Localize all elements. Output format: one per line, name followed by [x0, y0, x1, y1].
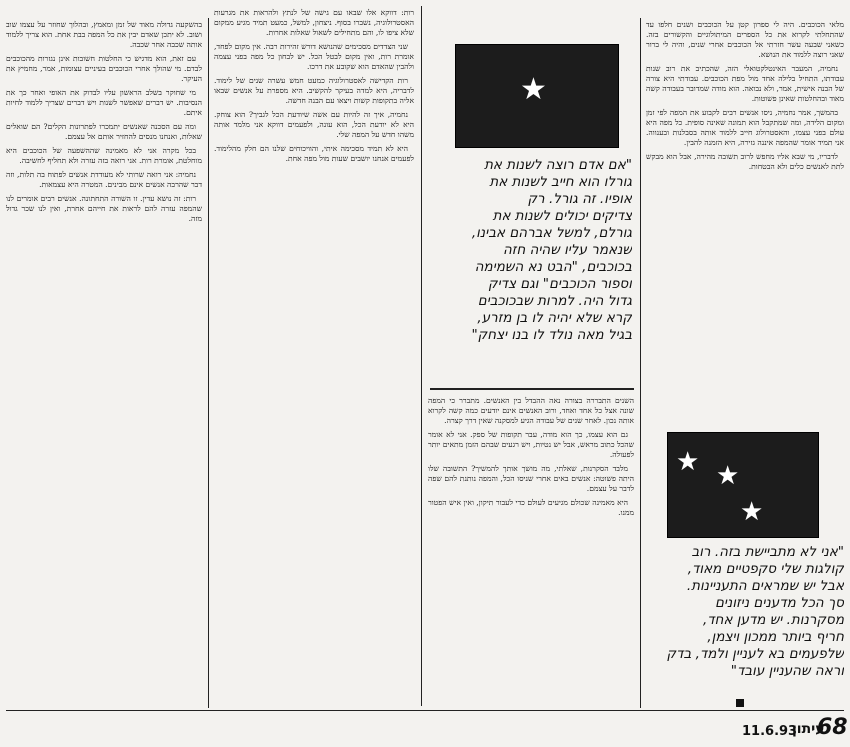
- article-column-2: [428, 396, 634, 702]
- pull-quote-2: [646, 544, 844, 694]
- article-column-3: [214, 8, 414, 668]
- column-divider: [208, 18, 209, 708]
- star-icon: ★: [716, 461, 740, 491]
- star-icon: ★: [740, 497, 764, 527]
- pull-quote-line: שלפעמים בא לעניין ולמד, בדק: [666, 646, 844, 662]
- issue-date: 11.6.93: [742, 724, 798, 739]
- pull-quote-line: "אם אדם רוצה לשנות את: [484, 157, 632, 173]
- paragraph: לדבריו, מי שבא אליו מחפש לרוב תשובה מהירה, אבל הוא מבקש לתת לאנשים כלים ולא הבטחות.: [646, 152, 844, 171]
- pull-quote-line: קרא שלא יהיה לו בן מזרע,: [477, 310, 632, 326]
- paragraph: רות הקדישה לאסטרולוגיה כמעט חמש עשרה שנים של לימוד. לדבריה, היא למדה בעיקר להקשיב. היא מספרת על אנשים שבאו אליה בתקופות קשות ויצאו עם הבנה חדשה.: [214, 76, 414, 105]
- paragraph: מלאי הכוכבים. היה לי ספרון קטן על הכוכבים ושנים חלפו עד שהתחלתי לקרוא את כל הספרים המיתולוגיים והקשורים בזה. כשאני שבעה עשר חזרתי אל הכוכבים אחרי שנים, והיה לי ברור שאני רוצה ללמוד את הנושא.: [646, 20, 844, 59]
- page-number: 68: [817, 715, 848, 740]
- paragraph: נחמיה, המעבר האינטלקטואלי הזה, שהכתיב את רוב שנות עבודתו, התחיל בלילה אחד מול מפת הכוכבים. עבודתי היא צורה של הבנה אישית, אמר, ולא נבואה. הוא מודה שמדובר בעבודה קשה מאוד ובהחלטות שאינן פשוטות.: [646, 64, 844, 103]
- paragraph: בהמשך, אמר נחמיה, ניסו אנשים רבים לקבוע את המפה לפי זמן ומקום הלידה, ומה שמתקבל הוא תמונה שאינה סופית. כל מפה היא עולם בפני עצמו, והאסטרולוג חייב ללמוד אותה בסבלנות ובענווה. אני תמיד אומר שהמפה איננה גזירה, היא הזמנה להבין.: [646, 108, 844, 147]
- paragraph: נחמיה: אני רואה שרותי לא מעודדת אנשים לפתוח בה תלות, וזה דבר שהרבה אנשים אינם מבינים. המטרה היא עצמאות.: [6, 170, 202, 189]
- end-marker-square: [736, 699, 744, 707]
- pull-quote-line: אבל יש שמראים התעניינות.: [686, 578, 844, 594]
- publication-name: עיתון: [792, 721, 825, 737]
- photo-stars-2: [667, 432, 819, 538]
- article-column-4: [6, 20, 202, 700]
- pull-quote-line: גדול היה. למרות שבכוכבים: [477, 293, 632, 309]
- pull-quote-1: [430, 157, 632, 357]
- paragraph: שני הצדדים מסכימים שהנושא דורש זהירות רבה. אין מקום לפחד, אומרת רות, ואין מקום לבטל הכל. יש לבחון כל מפה בפני עצמה ולהבין שהאדם הוא שקובע את דרכו.: [214, 42, 414, 71]
- paragraph: מלבד הסקרנות, שאלתי, מה מושך אותך להמשיך? התשובה שלו היתה פשוטה: אנשים באים אחרי שניסו הכל, והמפה נותנת להם שפה לדבר על עצמם.: [428, 464, 634, 493]
- paragraph: עם זאת, הוא מדגיש כי החלטות חשובות אינן נגזרות מהכוכבים לבדם. מי שהולך אחרי הכוכבים בעיניים עצומות, אמר, מחמיץ את העיקר.: [6, 54, 202, 83]
- pull-quote-line: וספור הכוכבים" וגם צדיק: [488, 276, 632, 292]
- pull-quote-line: וראה שהעניין עובד": [730, 663, 844, 679]
- footer-rule: [6, 710, 844, 711]
- paragraph: השנים התבררה בצורה נאה ההבדל בין האנשים. מתברר כי המפה שונה אצל כל אחד ואחד, ורוב האנשים אינם יודעים כמה קשה לקרוא אותה נכון. לאחר שנים של עבודה הגיע למסקנה שאין דרך קצרה.: [428, 396, 634, 425]
- column-divider: [640, 18, 641, 708]
- pull-quote-line: בכוכבים, "הבט נא השמימה: [474, 259, 632, 275]
- pull-quote-line: מסקרנות. יש מדען אחד,: [702, 612, 844, 628]
- paragraph: ומה עם הסכנה שאנשים יתמכרו לפתרונות הקלים? הם שואלים שאלות, ואנחנו מנסים להחזיר אותם אל עצמם.: [6, 122, 202, 141]
- pull-quote-line: קולגות שלי סקפטיים מאוד,: [687, 561, 844, 577]
- pull-quote-line: סך הכל מדענים ניזונים: [714, 595, 844, 611]
- paragraph: בהשקעה גדולה מאוד של זמן ומאמץ, ובהלוך שחוזר על עצמו שוב ושוב. לא יתכן שאדם יבין את כל המפה בבת אחת. הוא צריך ללמוד אותה שכבה אחר שכבה.: [6, 20, 202, 49]
- photo-stars-1: [455, 44, 619, 148]
- paragraph: היא לא תמיד מסכימה איתי, והוויכוחים שלנו הם חלק מהלימוד. לפעמים אנחנו יושבים שעות מול מפה אחת.: [214, 144, 414, 163]
- pull-quote-line: צדיקים יכולים לשנות את: [492, 208, 632, 224]
- pull-quote-line: חריף ביותר ממכון ויצמן,: [707, 629, 844, 645]
- article-column-1: [646, 20, 844, 426]
- paragraph: רות: זה נושא עדין. זו השורה התחתונה. אנשים רבים אומרים לנו שהמפה עזרה להם לראות את חייהם אחרת, ואין לנו שכר גדול מזה.: [6, 194, 202, 223]
- paragraph: גם הוא עצמו, כך הוא מודה, עבר תקופות של ספק. אני לא אומר שהכל כתוב מראש, אבל יש נטיות, ויש רגעים שבהם הזמן מתאים יותר לפעולה.: [428, 430, 634, 459]
- paragraph: נחמיה, איך זה להיות עם אשה שיודעת הכל לגביך? הוא צוחק. היא לא יודעת הכל, הוא עונה, ולפעמים דווקא אני מלמד אותה משהו חדש על המפה שלי.: [214, 110, 414, 139]
- pull-quote-line: שנאמר עליו שהיה חזה: [502, 242, 632, 258]
- column-divider: [421, 6, 422, 706]
- paragraph: היא מאמינה שכולם מגיעים לעולם כדי לעבור תיקון, ואין איש הפטור ממנו.: [428, 498, 634, 517]
- pull-quote-line: גורלם, למשל אברהם אבינו,: [471, 225, 632, 241]
- page-footer: [742, 715, 848, 742]
- paragraph: בכל מקרה אני לא מאמינה שההשפעה של הכוכבים היא מוחלטת, אומרת רות. אני רואה בזה עזרה ולא תחליף לחשיבה.: [6, 146, 202, 165]
- pull-quote-line: בגיל מאה נולד לו בנו יצחק": [471, 327, 632, 343]
- star-icon: ★: [676, 447, 700, 477]
- pull-quote-line: "אני לא מתביישת בזה. רוב: [691, 544, 844, 560]
- paragraph: רות: דווקא אלו שבאו עם גישה של לנתץ ולהראות את מגרעות האסטרולוגיה, נשברו בסוף. ניצחון, למשל, כמעט תמיד מגיע ממקום שלא ציפו לו, והם מתחילים לשאול שאלות אחרות.: [214, 8, 414, 37]
- star-icon: ★: [520, 72, 547, 107]
- pull-quote-line: גורלו הוא חייב לשנות את: [489, 174, 632, 190]
- pull-quote-line: אופיו. זה גורל. רק: [527, 191, 632, 207]
- paragraph: מי שחוקר בשלב הראשון עליו לבדוק את האופי ואחר כך את הנסיבות. יש דברים שאפשר לשנות ויש דברים שצריך ללמוד לחיות איתם.: [6, 88, 202, 117]
- pull-quote-rule: [430, 388, 634, 390]
